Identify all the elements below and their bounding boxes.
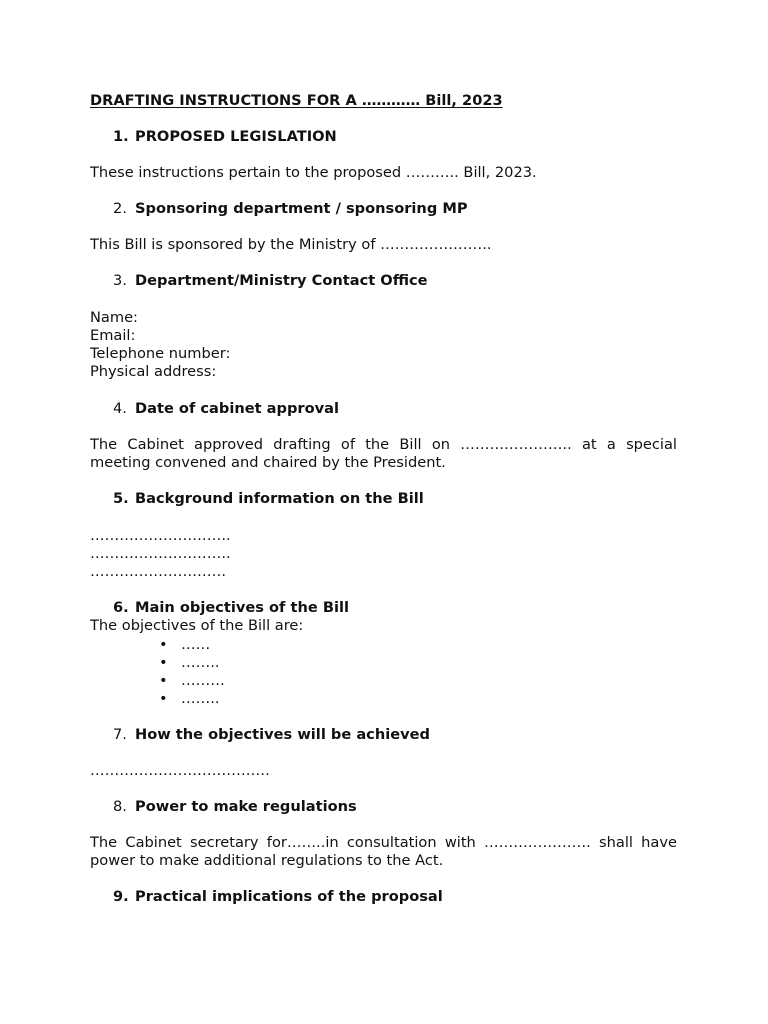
section-2-text: This Bill is sponsored by the Ministry of …………………..: [90, 236, 492, 253]
bullet-icon: •: [159, 672, 168, 689]
section-7-text: ……………………………….: [90, 762, 270, 779]
section-1-title: PROPOSED LEGISLATION: [135, 128, 337, 145]
section-7-title: How the objectives will be achieved: [135, 726, 430, 743]
section-9-title: Practical implications of the proposal: [135, 888, 443, 905]
section-4-title: Date of cabinet approval: [135, 400, 339, 417]
section-3-heading: [113, 272, 428, 290]
bullet-icon: •: [159, 636, 168, 653]
bullet-icon: •: [159, 690, 168, 707]
contact-telephone-label: Telephone number:: [90, 345, 231, 362]
section-5-title: Background information on the Bill: [135, 490, 424, 507]
objective-item-1: [159, 636, 210, 654]
background-line-2: ………………………..: [90, 545, 231, 562]
contact-email-label: Email:: [90, 327, 136, 344]
section-8-title: Power to make regulations: [135, 798, 357, 815]
section-2-title: Sponsoring department / sponsoring MP: [135, 200, 468, 217]
contact-name-label: Name:: [90, 309, 138, 326]
background-line-3: ……………………….: [90, 563, 226, 580]
section-2-heading: [113, 200, 468, 218]
section-8-heading: [113, 798, 357, 816]
objective-text: ………: [181, 672, 225, 689]
objectives-intro: The objectives of the Bill are:: [90, 617, 304, 634]
section-5-number: 5.: [113, 490, 129, 507]
background-line-1: ………………………..: [90, 527, 231, 544]
objective-item-2: [159, 654, 219, 672]
objective-text: ……..: [181, 690, 220, 707]
section-7-heading: [113, 726, 430, 744]
section-3-number: 3.: [113, 272, 127, 289]
objective-text: ……..: [181, 654, 220, 671]
section-4-number: 4.: [113, 400, 127, 417]
section-1-heading: [113, 128, 337, 146]
section-9-number: 9.: [113, 888, 129, 905]
objective-item-3: [159, 672, 225, 690]
section-8-text: The Cabinet secretary for……..in consultation with …………………. shall have power to make additional regulations to the Act.: [90, 834, 677, 869]
objective-text: ……: [181, 636, 211, 653]
section-9-heading: [113, 888, 443, 906]
section-5-heading: [113, 490, 424, 508]
section-6-title: Main objectives of the Bill: [135, 599, 349, 616]
section-6-heading: [113, 599, 349, 617]
section-2-number: 2.: [113, 200, 127, 217]
contact-address-label: Physical address:: [90, 363, 217, 380]
section-4-text: The Cabinet approved drafting of the Bill on ………………….. at a special meeting convened and chaired by the President.: [90, 436, 677, 471]
section-3-title: Department/Ministry Contact Office: [135, 272, 428, 289]
objective-item-4: [159, 690, 219, 708]
section-8-number: 8.: [113, 798, 127, 815]
section-7-number: 7.: [113, 726, 127, 743]
section-6-number: 6.: [113, 599, 129, 616]
section-1-text: These instructions pertain to the proposed ……….. Bill, 2023.: [90, 164, 537, 181]
bullet-icon: •: [159, 654, 168, 671]
section-4-heading: [113, 400, 339, 418]
section-1-number: 1.: [113, 128, 129, 145]
document-title: DRAFTING INSTRUCTIONS FOR A ………… Bill, 2023: [90, 92, 503, 109]
